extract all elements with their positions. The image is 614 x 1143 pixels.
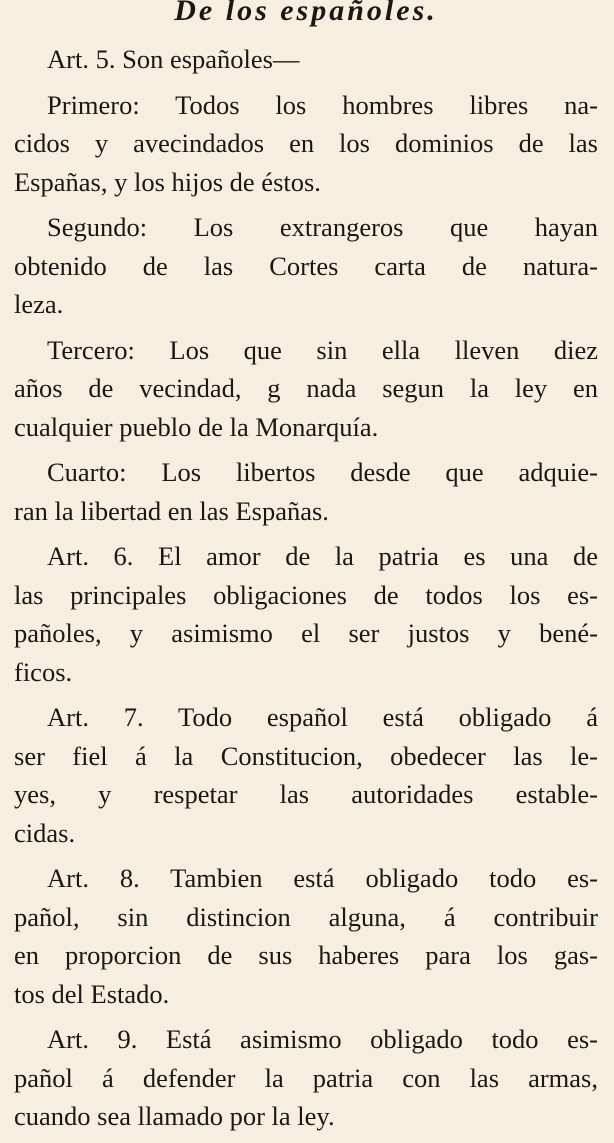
article-9 <box>14 1020 598 1136</box>
text-line: pañoles, y asimismo el ser justos y bené- <box>14 618 598 648</box>
clause-cuarto <box>14 453 598 530</box>
text-line: Tercero: Los que sin ella lleven diez <box>47 334 598 365</box>
article-5-intro <box>14 40 598 79</box>
text-line: ficos. <box>14 656 73 687</box>
clause-primero <box>14 86 598 202</box>
text-line: Españas, y los hijos de éstos. <box>14 166 321 197</box>
text-line: ran la libertad en las Españas. <box>14 495 329 526</box>
text-line: Primero: Todos los hombres libres na- <box>47 89 598 120</box>
clause-segundo <box>14 208 598 324</box>
text-line: Art. 5. Son españoles— <box>47 44 300 74</box>
text-line: cuando sea llamado por la ley. <box>14 1101 335 1131</box>
text-line: Art. 8. Tambien está obligado todo es- <box>47 863 598 893</box>
text-line: yes, y respetar las autoridades estable- <box>14 779 598 809</box>
text-line: Segundo: Los extrangeros que hayan <box>47 212 598 242</box>
text-line: pañol, sin distincion alguna, á contribuir <box>14 901 598 932</box>
text-line: obtenido de las Cortes carta de natura- <box>14 250 598 281</box>
text-line: Cuarto: Los libertos desde que adquie- <box>47 457 598 487</box>
text-line: cidos y avecindados en los dominios de las <box>14 128 598 158</box>
text-line: años de vecindad, g nada segun la ley en <box>14 373 598 403</box>
article-7 <box>14 698 598 852</box>
text-line: Art. 9. Está asimismo obligado todo es- <box>47 1024 598 1054</box>
text-line: Art. 7. Todo español está obligado á <box>47 702 598 732</box>
text-line: leza. <box>14 289 64 319</box>
text-line: cidas. <box>14 817 76 848</box>
text-line: en proporcion de sus haberes para los gas- <box>14 940 598 970</box>
text-line: tos del Estado. <box>14 978 170 1009</box>
text-line: las principales obligaciones de todos los es- <box>14 579 598 610</box>
clause-tercero <box>14 331 598 447</box>
article-6 <box>14 537 598 691</box>
section-header: De los españoles. <box>174 0 438 27</box>
article-8 <box>14 859 598 1013</box>
text-line: Art. 6. El amor de la patria es una de <box>47 541 598 571</box>
text-line: cualquier pueblo de la Monarquía. <box>14 411 379 442</box>
text-line: ser fiel á la Constitucion, obedecer las le- <box>14 740 598 771</box>
text-line: pañol á defender la patria con las armas, <box>14 1062 598 1093</box>
